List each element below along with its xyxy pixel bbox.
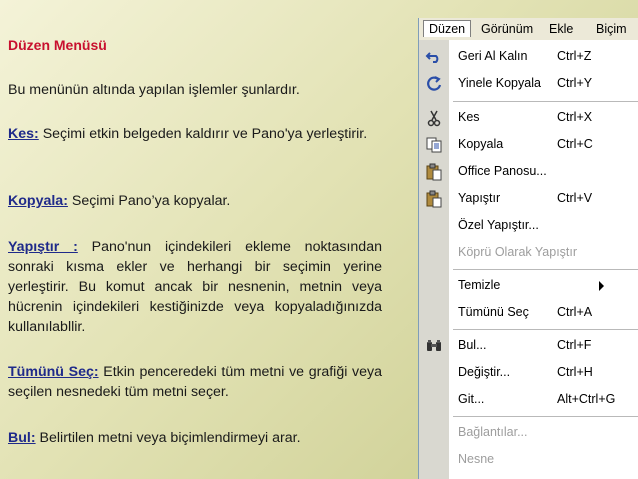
menu-item-label: Tümünü Seç: [458, 305, 529, 319]
page-title: Düzen Menüsü: [8, 37, 107, 53]
menu-item-label: Bul...: [458, 338, 487, 352]
menu-item-replace[interactable]: [419, 360, 638, 386]
menu-item-shortcut: Ctrl+H: [557, 365, 593, 379]
scissors-icon: [425, 109, 443, 127]
binoculars-icon: [425, 337, 443, 355]
menubar-item-ekle[interactable]: Ekle: [549, 22, 574, 36]
menu-item-shortcut: Ctrl+C: [557, 137, 593, 151]
undo-icon: [425, 48, 443, 66]
definition-tumunu-sec: [8, 362, 382, 402]
menu-item-paste-as-hyperlink[interactable]: [419, 240, 638, 266]
menu-item-shortcut: Ctrl+Y: [557, 76, 593, 90]
menu-item-undo[interactable]: [419, 44, 638, 70]
definition-kopyala: [8, 191, 382, 211]
menu-separator: [453, 101, 638, 102]
menu-item-label: Yapıştır: [458, 191, 501, 205]
paste-icon: [425, 190, 443, 208]
edit-menu-window: [418, 18, 638, 479]
clipboard-icon: [425, 163, 443, 181]
dropdown-menu: [419, 40, 638, 479]
menu-item-label: Yinele Kopyala: [458, 76, 541, 90]
menu-item-shortcut: Ctrl+V: [557, 191, 593, 205]
menu-item-label: Office Panosu...: [458, 164, 547, 178]
definition-bul: [8, 428, 382, 448]
menu-item-shortcut: Alt+Ctrl+G: [557, 392, 616, 406]
menu-item-shortcut: Ctrl+Z: [557, 49, 592, 63]
menu-item-office-clipboard[interactable]: [419, 159, 638, 185]
menubar: [419, 18, 638, 41]
menu-item-shortcut: Ctrl+X: [557, 110, 593, 124]
menu-item-redo[interactable]: [419, 71, 638, 97]
definition-text: Pano'nun içindekileri ekleme noktasından sonraki kısma ekler ve herhangi bir seçimin yerine yerleştirir. Bu komut ancak bir nesnenin, metnin veya hücrenin içindekileri kestiğinizde veya kopyaladığınızda kullanılabllir.: [8, 239, 382, 335]
menu-item-copy[interactable]: [419, 132, 638, 158]
menu-item-clear[interactable]: [419, 273, 638, 299]
menu-separator: [453, 269, 638, 270]
menu-item-label: Geri Al Kalın: [458, 49, 528, 63]
menu-separator: [453, 329, 638, 330]
term-kopyala: Kopyala:: [8, 193, 68, 209]
copy-icon: [425, 136, 443, 154]
menu-item-label: Kopyala: [458, 137, 504, 151]
menu-item-cut[interactable]: [419, 105, 638, 131]
menu-item-paste-special[interactable]: [419, 213, 638, 239]
menu-item-shortcut: Ctrl+F: [557, 338, 592, 352]
redo-icon: [425, 75, 443, 93]
menu-item-links[interactable]: [419, 420, 638, 446]
menu-item-label: Git...: [458, 392, 485, 406]
term-tumunu-sec: Tümünü Seç:: [8, 364, 99, 380]
term-yapistir: Yapıştır :: [8, 239, 78, 255]
menu-item-label: Köprü Olarak Yapıştır: [458, 245, 578, 259]
menubar-item-duzen[interactable]: Düzen: [423, 20, 471, 37]
menu-item-select-all[interactable]: [419, 300, 638, 326]
menu-item-label: Temizle: [458, 278, 501, 292]
menu-item-paste[interactable]: [419, 186, 638, 212]
menu-item-label: Değiştir...: [458, 365, 511, 379]
menu-separator: [453, 416, 638, 417]
intro-paragraph: Bu menünün altında yapılan işlemler şunlardır.: [8, 82, 300, 98]
definition-yapistir: [8, 237, 382, 337]
menubar-item-gorunum[interactable]: Görünüm: [481, 22, 534, 36]
definition-kes: [8, 124, 382, 144]
term-kes: Kes:: [8, 126, 39, 142]
menu-item-label: Nesne: [458, 452, 495, 466]
menubar-item-bicim[interactable]: Biçim: [596, 22, 627, 36]
menu-item-find[interactable]: [419, 333, 638, 359]
definition-text: Seçimi etkin belgeden kaldırır ve Pano'ya yerleştirir.: [38, 126, 368, 142]
menu-item-label: Kes: [458, 110, 480, 124]
submenu-arrow-icon: [599, 281, 604, 291]
menu-item-label: Özel Yapıştır...: [458, 218, 539, 232]
definition-text: Etkin penceredeki tüm metni ve grafiği veya seçilen nesnedeki tüm metni seçer.: [8, 364, 382, 400]
menu-item-shortcut: Ctrl+A: [557, 305, 593, 319]
menu-item-goto[interactable]: [419, 387, 638, 413]
term-bul: Bul:: [8, 430, 36, 446]
definition-text: Belirtilen metni veya biçimlendirmeyi arar.: [35, 430, 301, 446]
menu-item-object[interactable]: [419, 447, 638, 473]
definition-text: Seçimi Pano’ya kopyalar.: [67, 193, 231, 209]
menu-item-label: Bağlantılar...: [458, 425, 528, 439]
